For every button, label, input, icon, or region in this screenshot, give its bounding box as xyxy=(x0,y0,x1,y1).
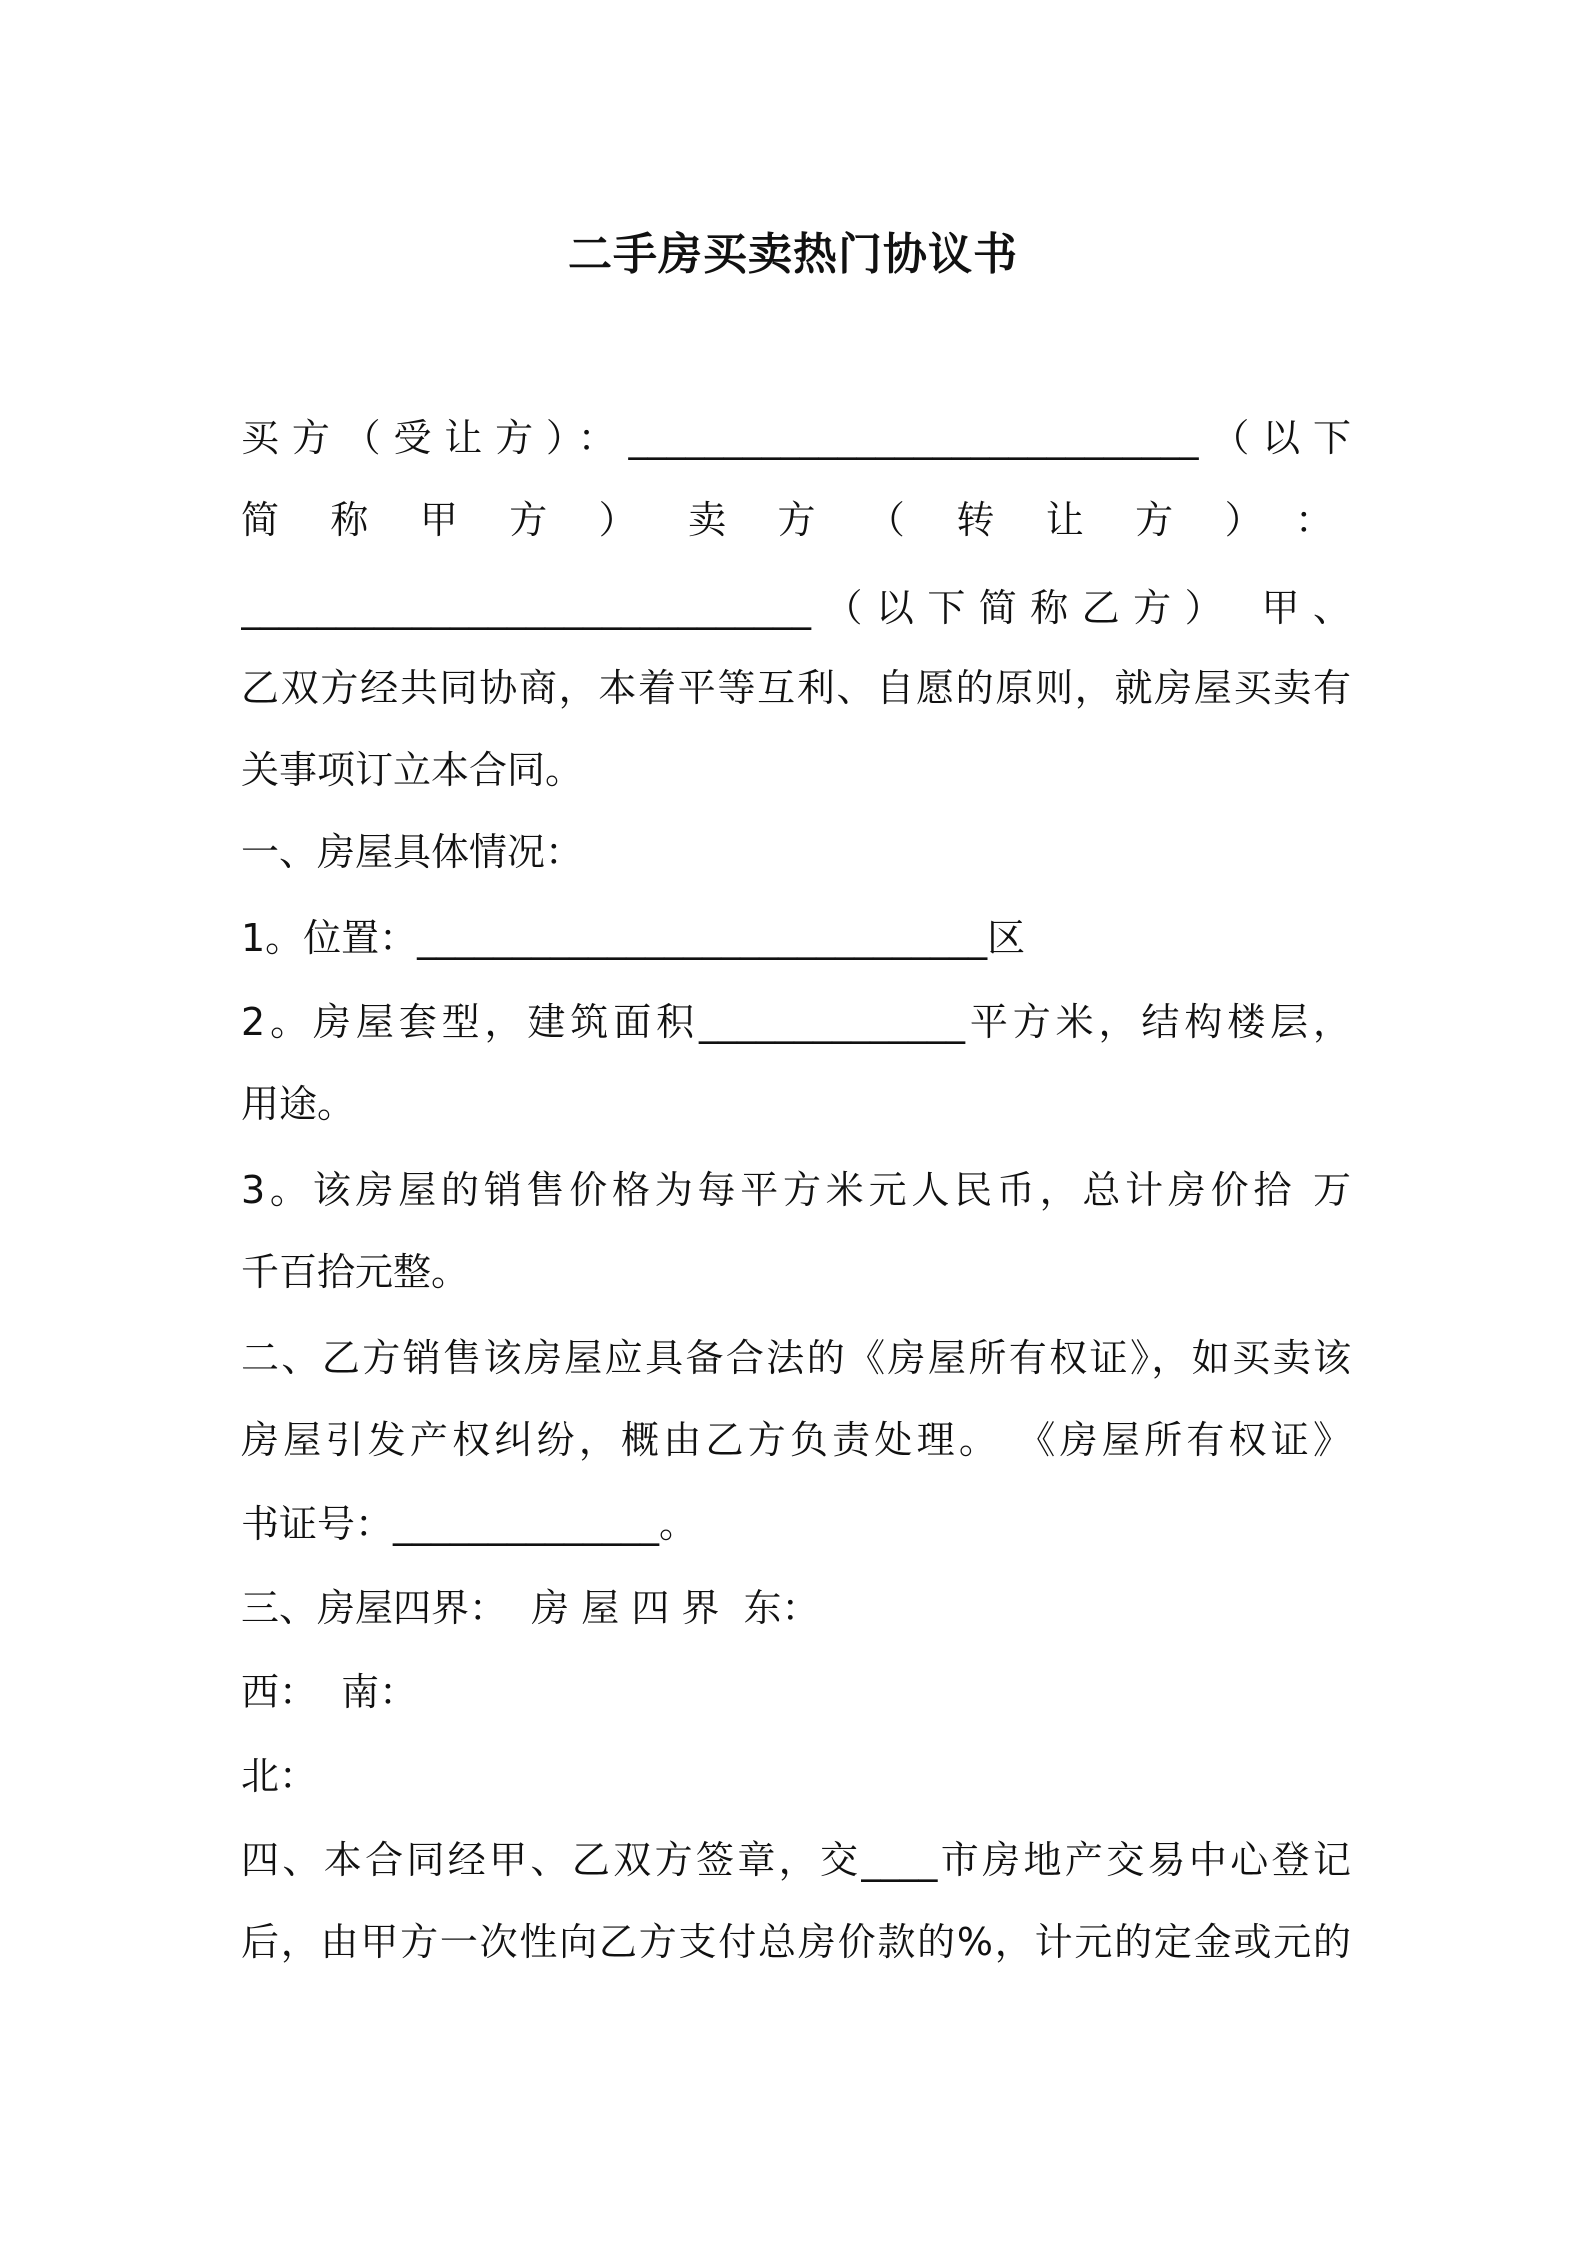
item-location: 1。位置：______________________________区 xyxy=(241,916,1026,960)
item-price-cont: 千百拾元整。 xyxy=(241,1250,470,1294)
paragraph-line-1: 买方（受让方）：______________________________（以下 xyxy=(241,416,1351,460)
section-2-cont: 房屋引发产权纠纷，概由乙方负责处理。 《房屋所有权证》 xyxy=(241,1418,1351,1462)
item-price: 3。该房屋的销售价格为每平方米元人民币，总计房价拾 万 xyxy=(241,1168,1351,1212)
section-heading-2: 二、乙方销售该房屋应具备合法的《房屋所有权证》，如买卖该 xyxy=(241,1336,1351,1380)
section-heading-3: 三、房屋四界： 房 屋 四 界 东： xyxy=(241,1586,820,1630)
section-heading-1: 一、房屋具体情况： xyxy=(241,830,584,874)
boundary-north: 北： xyxy=(241,1754,318,1798)
paragraph-line-3: ______________________________（以下简称乙方） 甲、 xyxy=(241,586,1351,630)
section-heading-4: 四、本合同经甲、乙双方签章，交____市房地产交易中心登记 xyxy=(241,1838,1351,1882)
paragraph-line-4: 乙双方经共同协商，本着平等互利、自愿的原则，就房屋买卖有 xyxy=(241,666,1351,710)
item-house-type: 2。房屋套型，建筑面积______________平方米，结构楼层， xyxy=(241,1000,1351,1044)
document-title: 二手房买卖热门协议书 xyxy=(568,229,1018,280)
section-4-cont: 后，由甲方一次性向乙方支付总房价款的%，计元的定金或元的 xyxy=(241,1920,1351,1964)
item-house-use: 用途。 xyxy=(241,1082,356,1126)
paragraph-line-5: 关事项订立本合同。 xyxy=(241,748,584,792)
boundary-west-south: 西： 南： xyxy=(241,1670,418,1714)
paragraph-line-2: 简称甲方）卖方（转让方）： xyxy=(241,498,1351,542)
certificate-number: 书证号：______________。 xyxy=(241,1502,698,1546)
